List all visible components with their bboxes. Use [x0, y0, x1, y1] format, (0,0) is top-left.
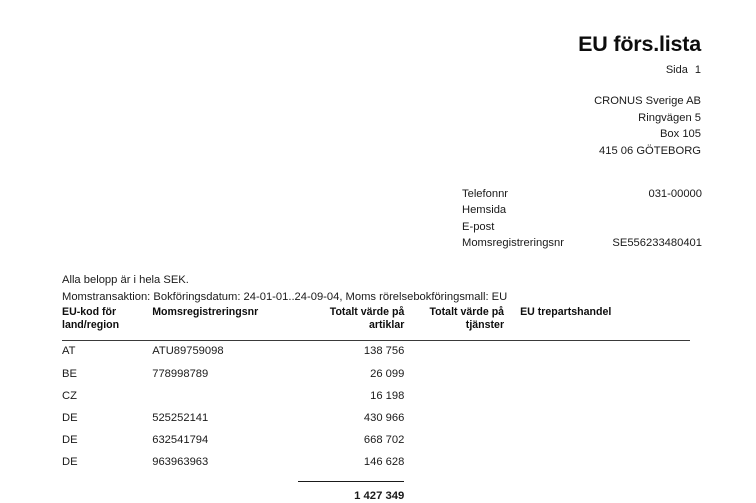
total-label-spacer	[152, 484, 298, 503]
contact-row-website	[462, 202, 702, 218]
cell-services-value	[404, 407, 504, 429]
contact-label-phone: Telefonnr	[462, 188, 509, 200]
contact-value-vat: SE556233480401	[612, 237, 702, 250]
cell-vat-number: ATU89759098	[152, 345, 224, 358]
cell-country-code: AT	[62, 345, 76, 358]
contact-details-block	[462, 186, 702, 252]
cell-triangular-trade	[504, 385, 690, 407]
company-name: CRONUS Sverige AB	[594, 95, 701, 107]
cell-triangular-trade	[504, 452, 690, 474]
column-header-services-value: Totalt värde på tjänster	[404, 306, 504, 340]
cell-items-value: 668 702	[363, 434, 405, 447]
cell-vat-number: 525252141	[152, 411, 209, 424]
total-rule-row	[62, 474, 690, 484]
cell-services-value	[404, 363, 504, 385]
cell-vat-number: 963963963	[152, 456, 209, 469]
page-number-indicator	[281, 64, 701, 76]
total-rule-spacer	[62, 474, 152, 484]
total-rule-spacer	[152, 474, 298, 484]
cell-items-value: 138 756	[363, 345, 405, 358]
table-row	[62, 363, 690, 385]
cell-vat-number: 632541794	[152, 434, 209, 447]
cell-vat-number: 778998789	[152, 367, 209, 380]
cell-country-code: DE	[62, 456, 78, 469]
cell-country-code: DE	[62, 411, 78, 424]
page-number: 1	[694, 63, 701, 76]
cell-items-value: 430 966	[363, 411, 405, 424]
table-row	[62, 340, 690, 363]
cell-items-value: 16 198	[370, 389, 405, 402]
total-services-value	[404, 484, 504, 503]
company-city: 415 06 GÖTEBORG	[599, 144, 701, 157]
table-header	[62, 306, 690, 340]
total-items-value: 1 427 349	[354, 489, 405, 502]
total-rule-items	[298, 474, 404, 484]
contact-row-email	[462, 219, 702, 235]
table-body	[62, 340, 690, 503]
total-rule-spacer	[404, 474, 504, 484]
company-address-block	[281, 93, 701, 159]
column-header-vat-number: Momsregistreringsnr	[152, 306, 298, 340]
table-row	[62, 407, 690, 429]
cell-vat-number	[152, 385, 298, 407]
report-notes	[62, 272, 507, 305]
total-label-spacer	[62, 484, 152, 503]
table-row	[62, 385, 690, 407]
cell-services-value	[404, 452, 504, 474]
contact-label-website: Hemsida	[462, 204, 507, 217]
table-row	[62, 430, 690, 452]
cell-items-value: 26 099	[370, 367, 405, 380]
table-row	[62, 452, 690, 474]
contact-row-phone	[462, 186, 702, 202]
column-header-items-value: Totalt värde på artiklar	[298, 306, 404, 340]
cell-services-value	[404, 340, 504, 363]
contact-label-email: E-post	[462, 220, 495, 233]
total-triangular-trade	[504, 484, 690, 503]
currency-note: Alla belopp är i hela SEK.	[62, 274, 189, 286]
contact-value-phone: 031-00000	[648, 188, 702, 200]
filter-note: Momstransaktion: Bokföringsdatum: 24-01-01..24-09-04, Moms rörelsebokföringsmall: EU	[62, 290, 508, 303]
cell-services-value	[404, 385, 504, 407]
contact-row-vat	[462, 235, 702, 251]
total-rule-spacer	[504, 474, 690, 484]
total-row	[62, 484, 690, 503]
cell-country-code: BE	[62, 367, 77, 380]
page-label: Sida	[665, 63, 688, 76]
document-header	[281, 32, 701, 76]
company-box: Box 105	[659, 128, 701, 141]
cell-country-code: CZ	[62, 389, 77, 402]
cell-country-code: DE	[62, 434, 78, 447]
cell-items-value: 146 628	[363, 456, 405, 469]
eu-sales-list-table	[62, 306, 690, 503]
table-header-row	[62, 306, 690, 340]
column-header-country-code: EU-kod för land/region	[62, 306, 152, 340]
contact-label-vat: Momsregistreringsnr	[462, 237, 564, 250]
cell-triangular-trade	[504, 363, 690, 385]
cell-triangular-trade	[504, 407, 690, 429]
column-header-triangular-trade: EU trepartshandel	[504, 306, 690, 340]
page-title: EU förs.lista	[578, 32, 701, 56]
cell-services-value	[404, 430, 504, 452]
company-street: Ringvägen 5	[638, 111, 701, 124]
cell-triangular-trade	[504, 430, 690, 452]
cell-triangular-trade	[504, 340, 690, 363]
